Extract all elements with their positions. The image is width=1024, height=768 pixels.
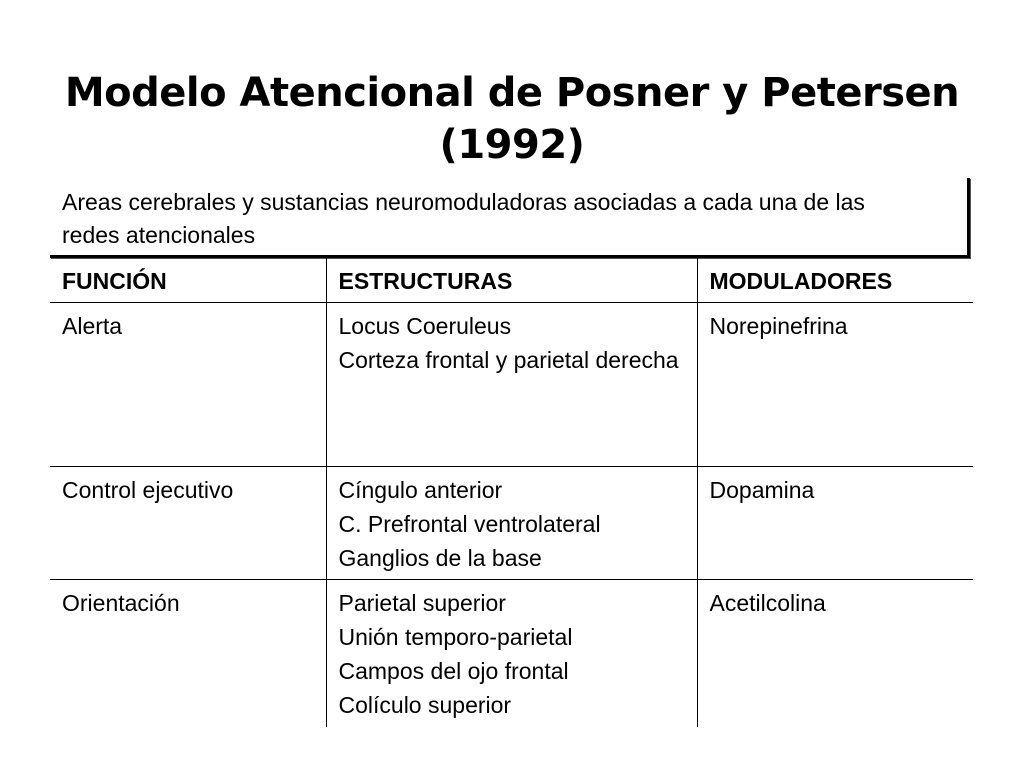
cell-estructuras [326, 467, 697, 580]
table-row [50, 303, 973, 467]
cell-estructuras [326, 580, 697, 728]
cell-funcion: Control ejecutivo [50, 467, 326, 580]
cell-estructuras [326, 303, 697, 467]
header-moduladores: MODULADORES [697, 258, 973, 303]
cell-moduladores: Dopamina [697, 467, 973, 580]
estructura-item: Colículo superior [338, 692, 512, 718]
slide-title [40, 67, 984, 171]
estructura-item: C. Prefrontal ventrolateral [338, 511, 601, 537]
table-caption: Areas cerebrales y sustancias neuromoduladoras asociadas a cada una de las redes atencionales [50, 178, 970, 258]
table-row [50, 467, 973, 580]
estructura-item: Unión temporo-parietal [338, 624, 573, 650]
table-header-row [50, 258, 973, 303]
estructura-item: Locus Coeruleus [338, 313, 512, 339]
cell-moduladores: Norepinefrina [697, 303, 973, 467]
estructura-item: Ganglios de la base [338, 545, 542, 571]
table-row [50, 580, 973, 728]
cell-moduladores: Acetilcolina [697, 580, 973, 728]
attention-networks-table [50, 258, 973, 727]
title-line-1: Modelo Atencional de Posner y Petersen [64, 69, 960, 116]
estructura-item: Parietal superior [338, 590, 506, 616]
title-line-2: (1992) [439, 121, 585, 168]
cell-funcion: Alerta [50, 303, 326, 467]
header-funcion: FUNCIÓN [50, 258, 326, 303]
estructura-item: Cíngulo anterior [338, 477, 503, 503]
header-estructuras: ESTRUCTURAS [326, 258, 697, 303]
estructura-item: Campos del ojo frontal [338, 658, 569, 684]
estructura-item: Corteza frontal y parietal derecha [338, 347, 679, 373]
cell-funcion: Orientación [50, 580, 326, 728]
